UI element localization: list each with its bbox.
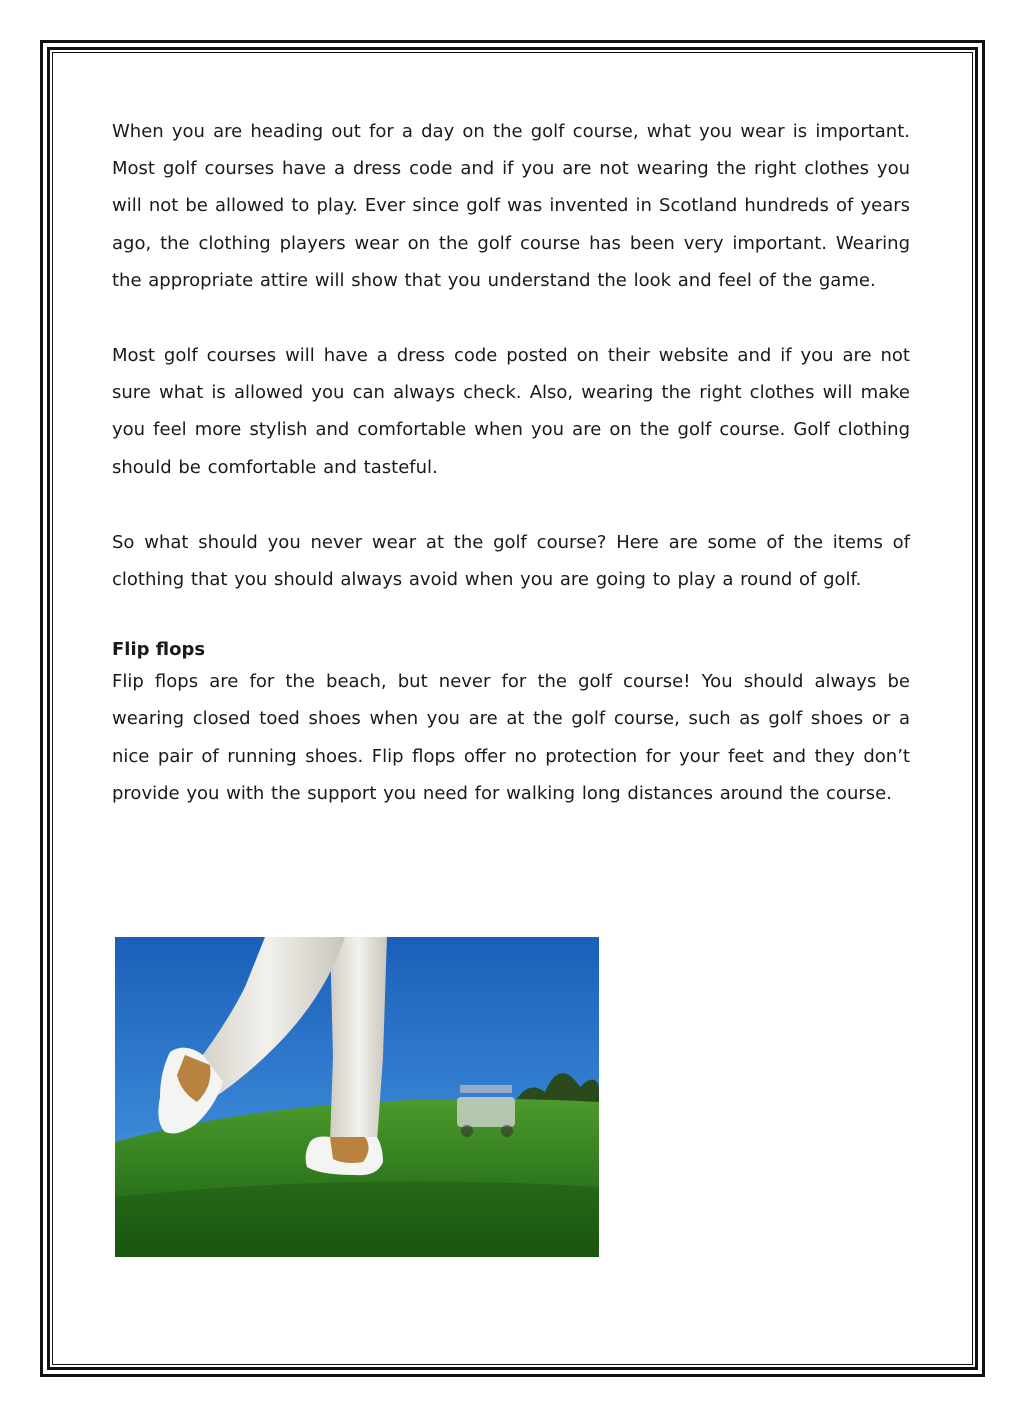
golfer-photo (115, 937, 599, 1257)
section-body: Flip flops are for the beach, but never for the golf course! You should always be wearing closed toed shoes when you are at the golf course, such as golf shoes or a nice pair of running shoes. Flip flops offer no protection for your feet and they don’t provide you with the support you need for walking long distances around the course. (112, 671, 910, 804)
section-heading: Flip flops (112, 639, 206, 661)
intro-paragraph: When you are heading out for a day on the golf course, what you wear is important. Most golf courses have a dress code and if you are not wearing the right clothes you will not be allowed to play. Ever since golf was invented in Scotland hundreds of years ago, the clothing players wear on the golf course has been very important. Wearing the appropriate attire will show that you understand the look and feel of the game. (112, 121, 910, 291)
back-shoe (306, 1137, 383, 1176)
document-body (112, 113, 910, 812)
dress-code-paragraph: Most golf courses will have a dress code posted on their website and if you are not sure what is allowed you can always check. Also, wearing the right clothes will make you feel more stylish and comfortable when you are on the golf course. Golf clothing should be comfortable and tasteful. (112, 345, 910, 478)
back-leg (330, 937, 387, 1142)
what-not-to-wear-paragraph: So what should you never wear at the golf course? Here are some of the items of clothing that you should always avoid when you are going to play a round of golf. (112, 531, 910, 591)
